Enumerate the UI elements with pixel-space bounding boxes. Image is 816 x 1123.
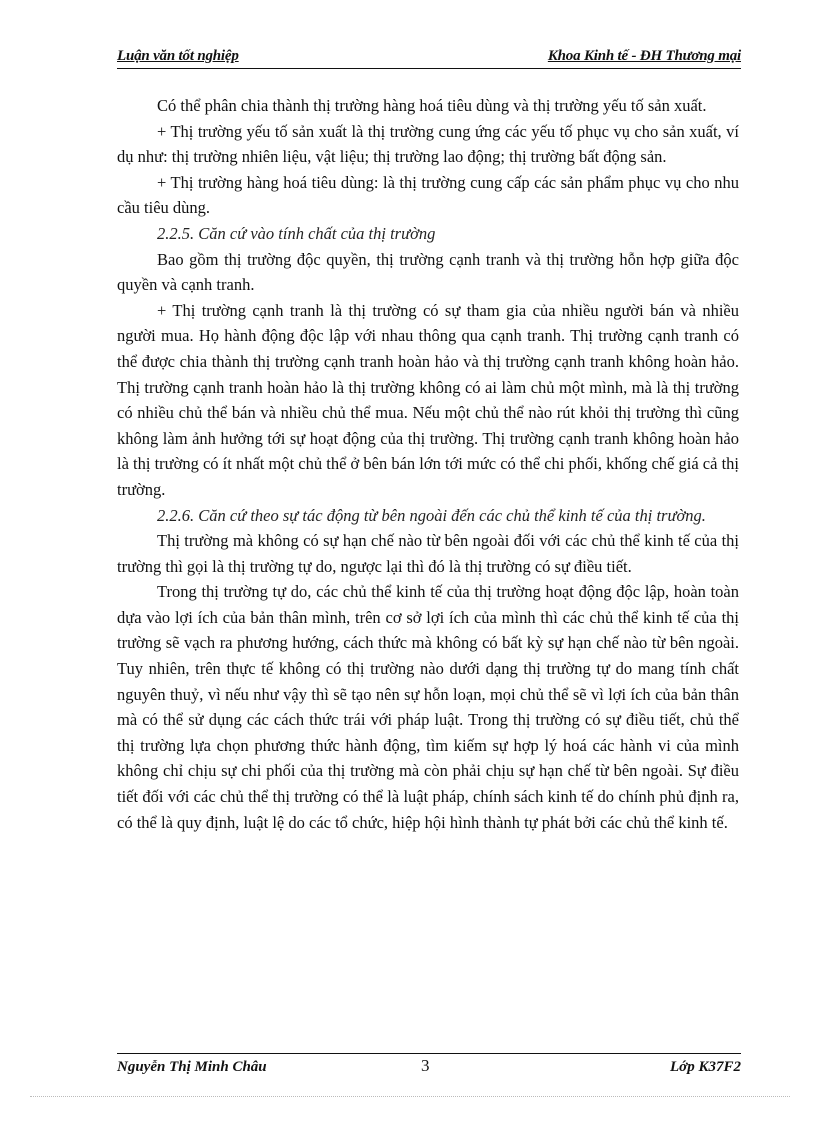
- page-number: 3: [421, 1056, 430, 1075]
- footer-class: Lớp K37F2: [670, 1059, 741, 1075]
- paragraph: + Thị trường hàng hoá tiêu dùng: là thị trường cung cấp các sản phẩm phục vụ cho nhu cầu tiêu dùng.: [117, 172, 739, 218]
- section-heading: 2.2.5. Căn cứ vào tính chất của thị trường: [157, 223, 436, 243]
- paragraph: Bao gồm thị trường độc quyền, thị trường cạnh tranh và thị trường hỗn hợp giữa độc quyền và cạnh tranh.: [117, 249, 739, 295]
- paragraph: Có thể phân chia thành thị trường hàng hoá tiêu dùng và thị trường yếu tố sản xuất.: [157, 96, 707, 115]
- page-divider: [30, 1096, 790, 1097]
- paragraph: Thị trường mà không có sự hạn chế nào từ bên ngoài đối với các chủ thể kinh tế của thị trường thì gọi là thị trường tự do, ngược lại thì đó là thị trường có sự điều tiết.: [117, 531, 739, 576]
- body-text: [117, 93, 739, 835]
- header-faculty-label: Khoa Kinh tế - ĐH Thương mại: [547, 48, 741, 64]
- paragraph: + Thị trường yếu tố sản xuất là thị trường cung ứng các yếu tố phục vụ cho sản xuất, ví dụ như: thị trường nhiên liệu, vật liệu; thị trường lao động; thị trường bất động sản.: [117, 121, 739, 167]
- paragraph: + Thị trường cạnh tranh là thị trường có sự tham gia của nhiều người bán và nhiều người mua. Họ hành động độc lập với nhau thông qua cạnh tranh. Thị trường cạnh tranh có thể được chia thành thị trường cạnh tranh hoàn hảo và thị trường cạnh tranh không hoàn hảo. Thị trường cạnh tranh hoàn hảo là thị trường không có ai làm chủ một mình, mà là thị trường có nhiều chủ thể bán và nhiều chủ thể mua. Nếu một chủ thể nào rút khỏi thị trường thì cũng không làm ảnh hưởng tới sự hoạt động của thị trường. Thị trường cạnh tranh không hoàn hảo là thị trường có ít nhất một chủ thể ở bên bán lớn tới mức có thể chi phối, khống chế giá cả thị trường.: [117, 300, 739, 499]
- section-heading: 2.2.6. Căn cứ theo sự tác động từ bên ngoài đến các chủ thể kinh tế của thị trường.: [157, 505, 706, 525]
- header-thesis-label: Luận văn tốt nghiệp: [117, 48, 239, 64]
- paragraph: Trong thị trường tự do, các chủ thể kinh tế của thị trường hoạt động độc lập, hoàn toàn dựa vào lợi ích của bản thân mình, trên cơ sở lợi ích của mình thì các chủ thể kinh tế của thị trường sẽ vạch ra phương hướng, cách thức mà không có bất kỳ sự hạn chế nào từ bên ngoài. Tuy nhiên, trên thực tế không có thị trường nào dưới dạng thị trường tự do mang tính chất nguyên thuỷ, vì nếu như vậy thì sẽ tạo nên sự hỗn loạn, mọi chủ thể sẽ vì lợi ích của bản thân mà có thể sử dụng các cách thức trái với pháp luật. Trong thị trường có sự điều tiết, chủ thể thị trường lựa chọn phương thức hành động, tìm kiếm sự hợp lý hoá các hành vi của mình không chỉ chịu sự chi phối của thị trường mà còn phải chịu sự hạn chế từ bên ngoài. Sự điều tiết đối với các chủ thể thị trường có thể là luật pháp, chính sách kinh tế do chính phủ định ra, có thể là quy định, luật lệ do các tổ chức, hiệp hội hình thành tự phát bởi các chủ thể kinh tế.: [117, 582, 739, 832]
- page-header: [117, 46, 741, 69]
- page-footer: [117, 1053, 741, 1078]
- footer-author: Nguyễn Thị Minh Châu: [117, 1059, 267, 1075]
